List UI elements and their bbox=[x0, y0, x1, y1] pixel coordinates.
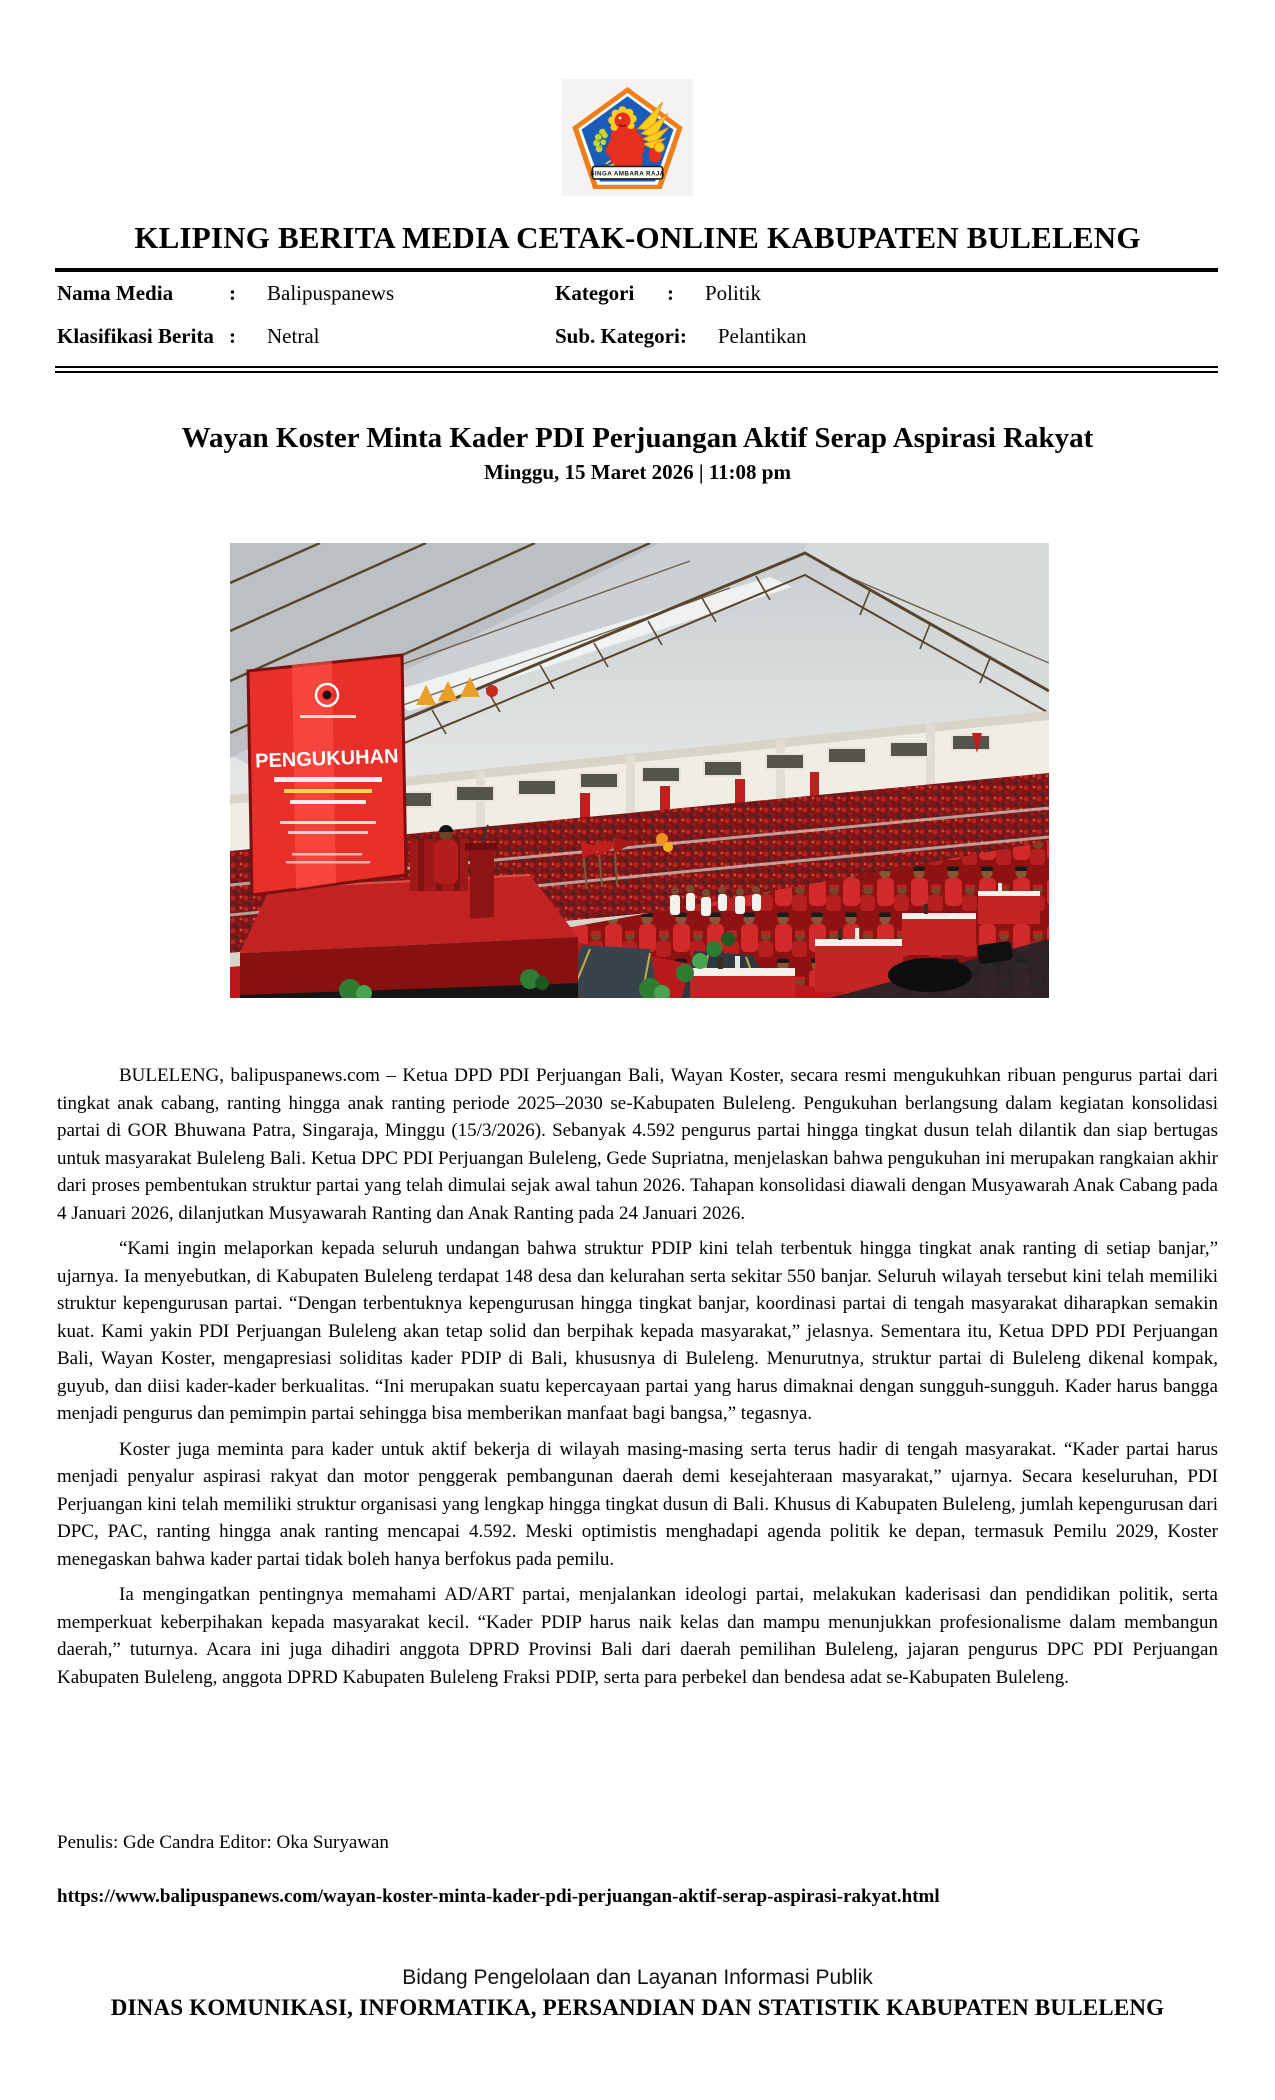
byline: Penulis: Gde Candra Editor: Oka Suryawan bbox=[57, 1832, 389, 1853]
klasifikasi-value: Netral bbox=[267, 324, 320, 348]
article-url[interactable]: https://www.balipuspanews.com/wayan-koster-minta-kader-pdi-perjuangan-aktif-serap-aspirasi-rakyat.html bbox=[57, 1886, 940, 1907]
seal-banner bbox=[590, 166, 665, 179]
kategori-value: Politik bbox=[705, 281, 762, 305]
klasifikasi-label: Klasifikasi Berita bbox=[57, 324, 214, 348]
article-body bbox=[57, 1062, 1218, 1820]
kategori-label: Kategori bbox=[555, 281, 635, 305]
colon: : bbox=[229, 281, 236, 305]
article-date: Minggu, 15 Maret 2026 | 11:08 pm bbox=[484, 460, 791, 484]
page-title: KLIPING BERITA MEDIA CETAK-ONLINE KABUPATEN BULELENG bbox=[134, 220, 1141, 255]
paragraph-1: BULELENG, balipuspanews.com – Ketua DPD PDI Perjuangan Bali, Wayan Koster, secara resmi mengukuhkan ribuan pengurus partai dari tingkat anak cabang, ranting hingga anak ranting periode 2025–2030 se-Kabupaten Buleleng. Pengukuhan berlangsung dalam kegiatan konsolidasi partai di GOR Bhuwana Patra, Singaraja, Minggu (15/3/2026). Sebanyak 4.592 pengurus partai hingga tingkat dusun telah dilantik dan siap bertugas untuk masyarakat Buleleng Bali. Ketua DPC PDI Perjuangan Buleleng, Gede Supriatna, menjelaskan bahwa pengukuhan ini merupakan rangkaian akhir dari proses pembentukan struktur partai yang telah dimulai sejak awal tahun 2026. Tahapan konsolidasi diawali dengan Musyawarah Anak Cabang pada 4 Januari 2026, dilanjutkan Musyawarah Ranting dan Anak Ranting pada 24 Januari 2026. bbox=[57, 1065, 1218, 1224]
paragraph-4: Ia mengingatkan pentingnya memahami AD/ART partai, menjalankan ideologi partai, melakukan kaderisasi dan pendidikan politik, serta memperkuat keberpihakan kepada masyarakat kecil. “Kader PDIP harus naik kelas dan mampu menunjukkan profesionalisme dalam membangun daerah,” tuturnya. Acara ini juga dihadiri anggota DPRD Provinsi Bali dari daerah pemilihan Buleleng, jajaran pengurus DPC PDI Perjuangan Kabupaten Buleleng, anggota DPRD Kabupaten Buleleng Fraksi PDIP, serta para perbekel dan bendesa adat se-Kabupaten Buleleng. bbox=[57, 1584, 1218, 1688]
article-title: Wayan Koster Minta Kader PDI Perjuangan Aktif Serap Aspirasi Rakyat bbox=[181, 422, 1094, 454]
meta-row-1 bbox=[57, 281, 1218, 306]
article-photo bbox=[230, 543, 1049, 998]
colon: : bbox=[667, 281, 674, 305]
divider-top bbox=[55, 268, 1218, 272]
paragraph-3: Koster juga meminta para kader untuk aktif bekerja di wilayah masing-masing serta terus hadir di tengah masyarakat. “Kader partai harus menjadi penyalur aspirasi rakyat dan motor penggerak pembangunan daerah demi kesejahteraan masyarakat,” ujarnya. Secara keseluruhan, PDI Perjuangan kini telah memiliki struktur organisasi yang lengkap hingga tingkat dusun di Bali. Khusus di Kabupaten Buleleng, jumlah kepengurusan dari DPC, PAC, ranting hingga anak ranting mencapai 4.592. Meski optimistis menghadapi agenda politik ke depan, termasuk Pemilu 2029, Koster menegaskan bahwa kader partai tidak boleh hanya berfokus pada pemilu. bbox=[57, 1438, 1218, 1570]
seal-banner-text: SINGA AMBARA RAJA bbox=[590, 170, 665, 178]
divider-double bbox=[55, 366, 1218, 373]
sub-kategori-value: Pelantikan bbox=[717, 324, 807, 348]
footer-agency: DINAS KOMUNIKASI, INFORMATIKA, PERSANDIAN DAN STATISTIK KABUPATEN BULELENG bbox=[110, 1995, 1165, 2020]
screen-title-text: PENGUKUHAN bbox=[254, 745, 399, 773]
colon: : bbox=[229, 324, 236, 348]
sub-kategori-label: Sub. Kategori bbox=[555, 324, 680, 348]
led-screen bbox=[248, 655, 406, 895]
event-photo-illustration bbox=[230, 543, 1049, 998]
nama-media-label: Nama Media bbox=[57, 281, 174, 305]
nama-media-value: Balipuspanews bbox=[267, 281, 395, 305]
paragraph-2: “Kami ingin melaporkan kepada seluruh undangan bahwa struktur PDIP kini telah terbentuk hingga tingkat anak ranting di setiap banjar,” ujarnya. Ia menyebutkan, di Kabupaten Buleleng terdapat 148 desa dan kelurahan serta sekitar 550 banjar. Seluruh wilayah tersebut kini telah memiliki struktur kepengurusan partai. “Dengan terbentuknya kepengurusan hingga tingkat banjar, koordinasi partai di tengah masyarakat diharapkan semakin kuat. Kami yakin PDI Perjuangan Buleleng akan tetap solid dan berpihak kepada masyarakat,” jelasnya. Sementara itu, Ketua DPD PDI Perjuangan Bali, Wayan Koster, mengapresiasi soliditas kader PDIP di Bali, khususnya di Buleleng. Menurutnya, struktur partai di Buleleng dikenal kompak, guyub, dan diisi kader-kader berkualitas. “Ini merupakan suatu kepercayaan partai yang harus dimaknai dengan sungguh-sungguh. Kader harus bangga menjadi pengurus dan pemimpin partai sehingga bisa memberikan manfaat bagi bangsa,” tegasnya. bbox=[57, 1238, 1218, 1424]
footer-division: Bidang Pengelolaan dan Layanan Informasi Publik bbox=[402, 1966, 873, 1989]
regency-seal-box bbox=[562, 79, 693, 196]
meta-row-2 bbox=[57, 324, 1218, 349]
buleleng-regency-seal-icon bbox=[569, 85, 686, 191]
colon: : bbox=[679, 324, 687, 348]
